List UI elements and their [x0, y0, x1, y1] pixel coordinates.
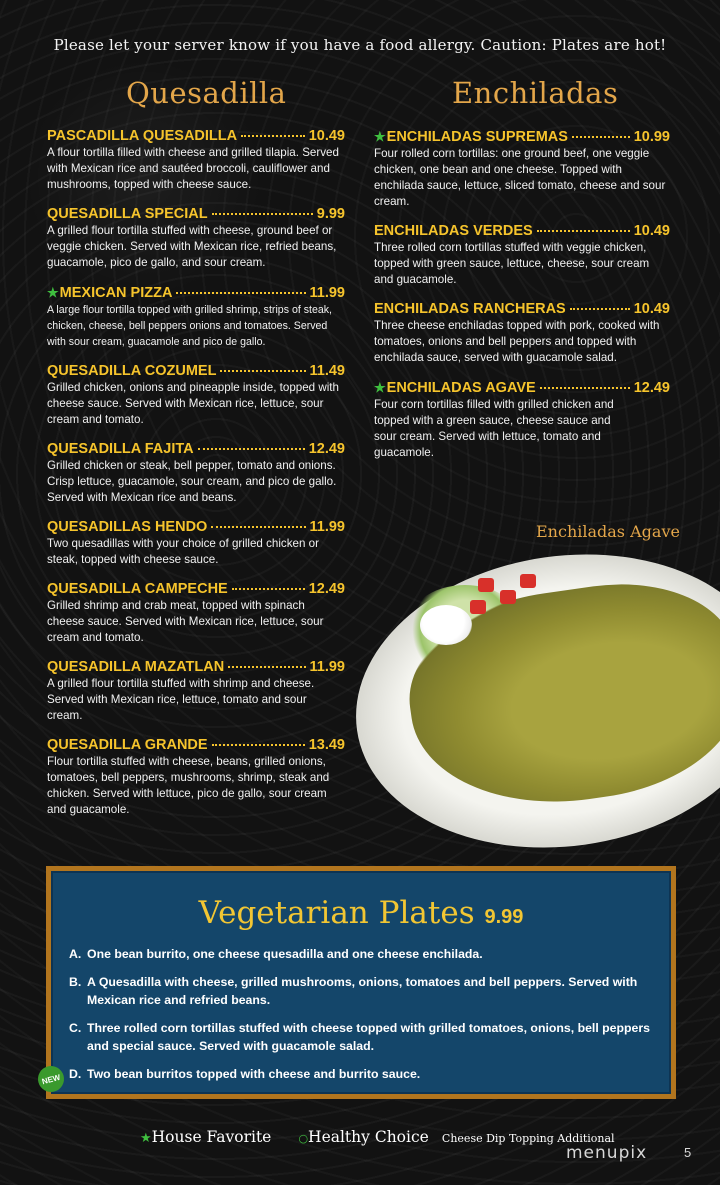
- item-description: A flour tortilla filled with cheese and grilled tilapia. Served with Mexican rice and sautéed broccoli, cauliflower and mushrooms, topped with cheese sauce.: [47, 146, 339, 191]
- vegetarian-panel: [51, 871, 671, 1094]
- item-price: 10.99: [633, 129, 670, 145]
- menu-item: [374, 301, 670, 366]
- menu-item: [47, 284, 345, 350]
- house-favorite-star-icon: ★: [374, 380, 386, 395]
- item-name: QUESADILLA CAMPECHE: [47, 581, 228, 597]
- item-name: QUESADILLAS HENDO: [47, 519, 208, 535]
- star-icon: ★: [140, 1131, 152, 1146]
- item-description: Three rolled corn tortillas stuffed with veggie chicken, topped with green sauce, lettuce, cheese, sour cream and guacamole.: [374, 241, 650, 286]
- menu-item: [47, 128, 345, 193]
- menu-item: [374, 128, 670, 210]
- photo-caption: Enchiladas Agave: [536, 522, 680, 541]
- menu-item: [47, 737, 345, 818]
- tomato-shape: [478, 578, 494, 592]
- item-description: A large flour tortilla topped with grilled shrimp, strips of steak, chicken, cheese, bell peppers onions and tomatoes. Served with sour cream, guacamole and pico de gallo.: [47, 304, 332, 348]
- item-price: 12.49: [633, 380, 670, 396]
- house-favorite-star-icon: ★: [47, 285, 59, 300]
- item-description: Flour tortilla stuffed with cheese, beans, grilled onions, tomatoes, bell peppers, mushrooms, shrimp, steak and chicken. Served with lettuce, pico de gallo, sour cream and guacamole.: [47, 755, 330, 816]
- item-description: Grilled chicken, onions and pineapple inside, topped with cheese sauce. Served with Mexican rice, lettuce, sour cream and tomato.: [47, 381, 339, 426]
- item-name: PASCADILLA QUESADILLA: [47, 128, 238, 144]
- item-price: 12.49: [308, 581, 345, 597]
- vegetarian-title: [53, 895, 669, 931]
- item-description: Grilled chicken or steak, bell pepper, tomato and onions. Crisp lettuce, guacamole, sour cream, and pico de gallo. Served with Mexican rice and beans.: [47, 459, 337, 504]
- item-price: 10.49: [308, 128, 345, 144]
- vegetarian-price: 9.99: [484, 906, 524, 928]
- item-name: QUESADILLA GRANDE: [47, 737, 208, 753]
- item-name: ENCHILADAS VERDES: [374, 223, 533, 239]
- allergy-notice: Please let your server know if you have a food allergy. Caution: Plates are hot!: [53, 36, 667, 54]
- item-text: A Quesadilla with cheese, grilled mushrooms, onions, tomatoes and bell peppers. Served with Mexican rice and refried beans.: [87, 975, 638, 1007]
- item-description: Four corn tortillas filled with grilled chicken and topped with a green sauce, cheese sauce and sour cream. Served with lettuce, tomato and guacamole.: [374, 398, 614, 459]
- quesadilla-list: [47, 128, 345, 831]
- item-letter: B.: [69, 975, 82, 989]
- menu-item: [47, 659, 345, 724]
- tomato-shape: [470, 600, 486, 614]
- watermark: menupix: [566, 1143, 648, 1163]
- tomato-shape: [500, 590, 516, 604]
- item-price: 11.99: [309, 519, 345, 535]
- item-price: 11.99: [309, 285, 345, 301]
- new-badge: NEW: [35, 1063, 67, 1095]
- vegetarian-title-text: Vegetarian Plates: [198, 895, 475, 931]
- menu-item: [47, 519, 345, 568]
- item-price: 9.99: [316, 206, 345, 222]
- item-price: 10.49: [633, 223, 670, 239]
- item-text: Three rolled corn tortillas stuffed with cheese topped with grilled tomatoes, onions, bell peppers and special sauce. Served with guacamole salad.: [87, 1021, 651, 1053]
- menu-item: [47, 581, 345, 646]
- enchiladas-section-title: Enchiladas: [452, 76, 619, 110]
- list-item: [69, 973, 659, 1009]
- menu-item: [47, 441, 345, 506]
- item-description: A grilled flour tortilla stuffed with shrimp and cheese. Served with Mexican rice, lettuce, tomato and sour cream.: [47, 677, 315, 722]
- house-favorite-label: House Favorite: [151, 1128, 272, 1146]
- tomato-shape: [520, 574, 536, 588]
- item-name: QUESADILLA MAZATLAN: [47, 659, 225, 675]
- item-name: QUESADILLA COZUMEL: [47, 363, 217, 379]
- item-name: ENCHILADAS SUPREMAS: [386, 129, 568, 145]
- item-text: One bean burrito, one cheese quesadilla and one cheese enchilada.: [87, 947, 483, 961]
- menu-item: [47, 206, 345, 271]
- item-price: 13.49: [308, 737, 345, 753]
- list-item: [69, 945, 659, 963]
- list-item: [69, 1065, 659, 1083]
- item-name: QUESADILLA SPECIAL: [47, 206, 208, 222]
- quesadilla-section-title: Quesadilla: [126, 76, 287, 110]
- item-name: ENCHILADAS RANCHERAS: [374, 301, 566, 317]
- item-letter: C.: [69, 1021, 82, 1035]
- item-price: 10.49: [633, 301, 670, 317]
- menu-item: [47, 363, 345, 428]
- healthy-choice-label: Healthy Choice: [308, 1128, 429, 1146]
- item-description: Four rolled corn tortillas: one ground beef, one veggie chicken, one bean and one cheese. Topped with enchilada sauce, lettuce, sliced tomato, cheese and sour cream.: [374, 147, 666, 208]
- item-text: Two bean burritos topped with cheese and burrito sauce.: [87, 1067, 421, 1081]
- item-name: MEXICAN PIZZA: [59, 285, 173, 301]
- enchiladas-list: [374, 128, 670, 474]
- item-description: A grilled flour tortilla stuffed with cheese, ground beef or veggie chicken. Served with Mexican rice, refried beans, guacamole, pico de gallo, and sour cream.: [47, 224, 337, 269]
- list-item: [69, 1019, 659, 1055]
- vegetarian-plates-box: [46, 866, 676, 1099]
- legend: [140, 1127, 615, 1146]
- item-description: Three cheese enchiladas topped with pork, cooked with tomatoes, onions and bell peppers and topped with enchilada sauce, served with guacamole salad.: [374, 319, 660, 364]
- item-name: QUESADILLA FAJITA: [47, 441, 194, 457]
- item-price: 12.49: [308, 441, 345, 457]
- item-description: Two quesadillas with your choice of grilled chicken or steak, topped with cheese sauce.: [47, 537, 319, 566]
- menu-item: [374, 223, 670, 288]
- item-letter: A.: [69, 947, 82, 961]
- item-price: 11.99: [309, 659, 345, 675]
- circle-icon: ○: [298, 1132, 309, 1145]
- menu-item: [374, 379, 670, 461]
- item-price: 11.49: [309, 363, 345, 379]
- item-letter: D.: [69, 1067, 82, 1081]
- sour-cream-shape: [420, 605, 472, 645]
- house-favorite-star-icon: ★: [374, 129, 386, 144]
- vegetarian-list: [69, 945, 659, 1093]
- page-number: 5: [684, 1145, 692, 1160]
- item-name: ENCHILADAS AGAVE: [386, 380, 536, 396]
- item-description: Grilled shrimp and crab meat, topped with spinach cheese sauce. Served with Mexican rice, lettuce, sour cream and tomato.: [47, 599, 324, 644]
- cheese-dip-note: Cheese Dip Topping Additional: [441, 1132, 615, 1145]
